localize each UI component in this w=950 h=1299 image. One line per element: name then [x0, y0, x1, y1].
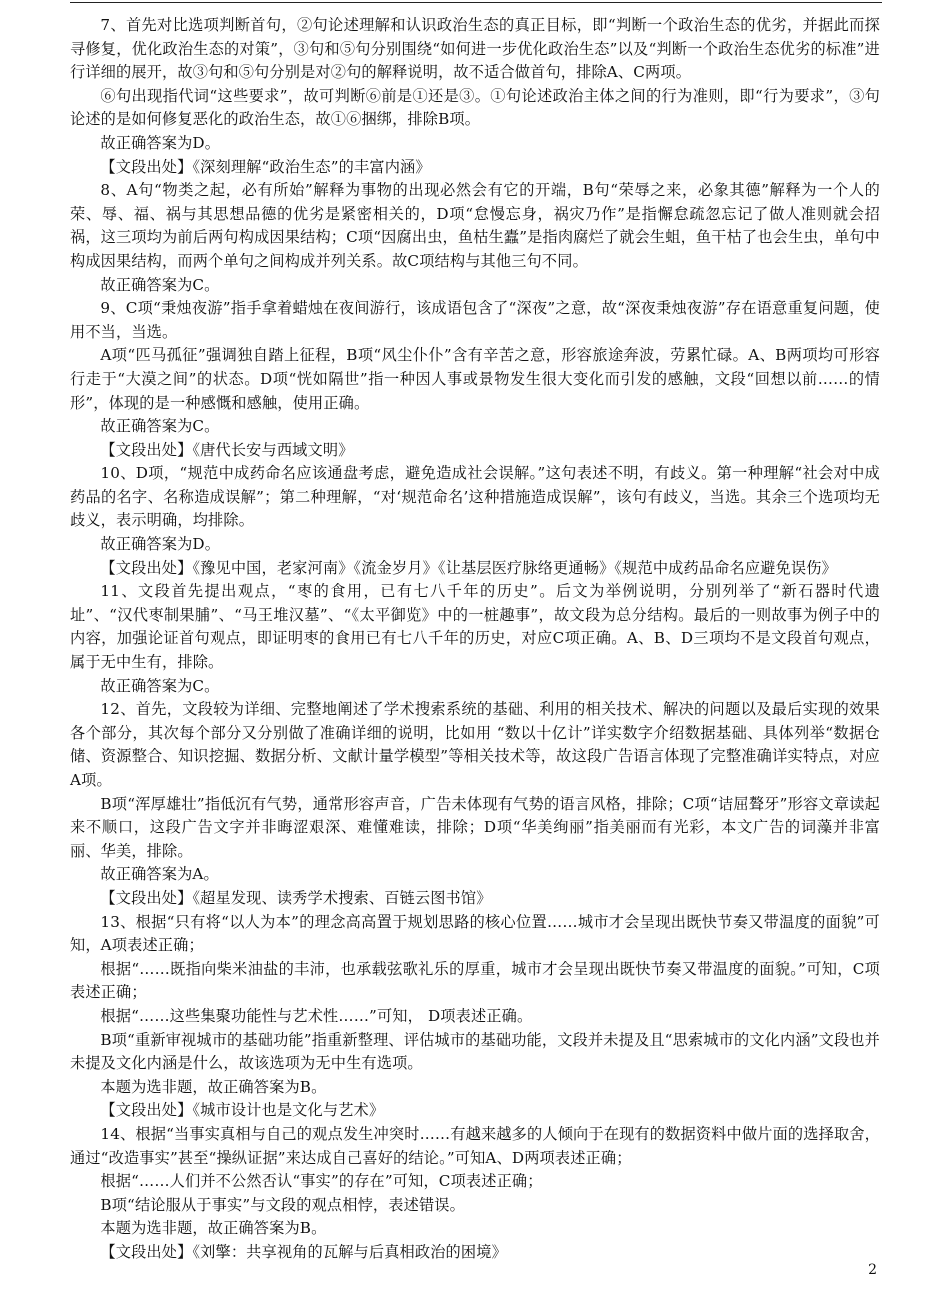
paragraph-q12-source: 【文段出处】《超星发现、读秀学术搜索、百链云图书馆》 — [100, 888, 492, 907]
paragraph-q8-answer: 故正确答案为C。 — [100, 275, 220, 294]
paragraph-q14-option-b: B项“结论服从于事实”与文段的观点相悖，表述错误。 — [100, 1195, 465, 1214]
paragraph-q7-intro: 7、首先对比选项判断首句，②句论述理解和认识政治生态的真正目标，即“判断一个政治生态的优劣，并据此而探寻修复，优化政治生态的对策”，③句和⑤句分别围绕“如何进一步优化政治生态”以及“判断一个政治生态优劣的标准”进行详细的展开，故③句和⑤句分别是对②句的解释说明，故不适合做首句，排除A、C两项。 — [70, 16, 880, 82]
paragraph-q13-option-c: 根据“……既指向柴米油盐的丰沛，也承载弦歌礼乐的厚重，城市才会呈现出既快节奏又带温度的面貌。”可知，C项表述正确； — [70, 959, 880, 1002]
paragraph-q9-answer: 故正确答案为C。 — [100, 417, 220, 436]
paragraph-q14-option-a-d: 14、根据“当事实真相与自己的观点发生冲突时……有越来越多的人倾向于在现有的数据资料中做片面的选择取舍，通过“改造事实”甚至“操纵证据”来达成自己喜好的结论。”可知A、D两项表述正确； — [70, 1124, 880, 1167]
paragraph-q9-other-options: A项“匹马孤征”强调独自踏上征程，B项“风尘仆仆”含有辛苦之意，形容旅途奔波，劳累忙碌。A、B两项均可形容行走于“大漠之间”的状态。D项“恍如隔世”指一种因人事或景物发生很大变化而引发的感触，文段“回想以前……的情形”，体现的是一种感慨和感触，使用正确。 — [70, 346, 880, 412]
paragraph-q11-analysis: 11、文段首先提出观点，“枣的食用，已有七八千年的历史”。后文为举例说明，分别列举了“新石器时代遗址”、“汉代枣制果脯”、“马王堆汉墓”、“《太平御览》中的一桩趣事”，故文段为总分结构。最后的一则故事为例子中的内容，加强论证首句观点，即证明枣的食用已有七八千年的历史，对应C项正确。A、B、D三项均不是文段首句观点，属于无中生有，排除。 — [70, 582, 880, 672]
paragraph-q13-option-b: B项“重新审视城市的基础功能”指重新整理、评估城市的基础功能，文段并未提及且“思索城市的文化内涵”文段也并未提及文化内涵是什么，故该选项为无中生有选项。 — [70, 1030, 880, 1073]
paragraph-q12-answer: 故正确答案为A。 — [100, 865, 219, 884]
paragraph-q14-option-c: 根据“……人们并不公然否认“事实”的存在”可知，C项表述正确； — [100, 1172, 543, 1191]
paragraph-q13-option-d: 根据“……这些集聚功能性与艺术性……”可知， D项表述正确。 — [100, 1006, 533, 1025]
header-rule — [70, 2, 882, 3]
paragraph-q8-analysis: 8、A句“物类之起，必有所始”解释为事物的出现必然会有它的开端，B句“荣辱之来，必象其德”解释为一个人的荣、辱、福、祸与其思想品德的优劣是紧密相关的，D项“怠慢忘身，祸灾乃作”是指懈怠疏忽忘记了做人准则就会招祸，这三项均为前后两句构成因果结构；C项“因腐出虫，鱼枯生蠹”是指肉腐烂了就会生蛆，鱼干枯了也会生虫，单句中构成因果结构，而两个单句之间构成并列关系。故C项结构与其他三句不同。 — [70, 181, 880, 270]
paragraph-q7-answer: 故正确答案为D。 — [100, 133, 221, 152]
paragraph-q11-answer: 故正确答案为C。 — [100, 676, 220, 695]
paragraph-q10-analysis: 10、D项，“规范中成药命名应该通盘考虑，避免造成社会误解。”这句表述不明，有歧义。第一种理解“社会对中成药品的名字、名称造成误解”；第二种理解，“对‘规范命名’这种措施造成误解”，该句有歧义，当选。其余三个选项均无歧义，表示明确，均排除。 — [70, 464, 880, 530]
paragraph-q12-analysis: 12、首先，文段较为详细、完整地阐述了学术搜索系统的基础、利用的相关技术、解决的问题以及最后实现的效果各个部分，其次每个部分又分别做了准确详细的说明，比如用 “数以十亿计”详实数字介绍数据基础、具体列举“数据仓储、资源整合、知识挖掘、数据分析、文献计量学模型”等相关技术等，故这段广告语言体现了完整准确详实特点，对应A项。 — [70, 700, 880, 789]
paragraph-q13-answer: 本题为选非题，故正确答案为B。 — [100, 1077, 327, 1096]
paragraph-q13-option-a: 13、根据“只有将“以人为本”的理念高高置于规划思路的核心位置……城市才会呈现出既快节奏又带温度的面貌”可知，A项表述正确； — [70, 912, 880, 955]
paragraph-q10-source: 【文段出处】《豫见中国，老家河南》《流金岁月》《让基层医疗脉络更通畅》《规范中成药品命名应避免误伤》 — [100, 558, 837, 577]
paragraph-q14-source: 【文段出处】《刘擎：共享视角的瓦解与后真相政治的困境》 — [100, 1242, 507, 1261]
page-number: 2 — [868, 1262, 877, 1278]
paragraph-q10-answer: 故正确答案为D。 — [100, 535, 221, 554]
answer-explanations — [70, 14, 880, 1264]
paragraph-q9-analysis: 9、C项“秉烛夜游”指手拿着蜡烛在夜间游行，该成语包含了“深夜”之意，故“深夜秉烛夜游”存在语意重复问题，使用不当，当选。 — [70, 299, 880, 341]
paragraph-q14-answer: 本题为选非题，故正确答案为B。 — [100, 1219, 327, 1238]
paragraph-q7-analysis: ⑥句出现指代词“这些要求”，故可判断⑥前是①还是③。①句论述政治主体之间的行为准则，即“行为要求”，③句论述的是如何修复恶化的政治生态，故①⑥捆绑，排除B项。 — [70, 86, 880, 129]
paragraph-q7-source: 【文段出处】《深刻理解“政治生态”的丰富内涵》 — [100, 157, 431, 176]
paragraph-q12-other-options: B项“浑厚雄壮”指低沉有气势，通常形容声音，广告未体现有气势的语言风格，排除；C项“诘屈聱牙”形容文章读起来不顺口，这段广告文字并非晦涩艰深、难懂难读，排除；D项“华美绚丽”指美丽而有光彩，本文广告的词藻并非富丽、华美，排除。 — [70, 794, 880, 860]
paragraph-q9-source: 【文段出处】《唐代长安与西域文明》 — [100, 440, 354, 459]
paragraph-q13-source: 【文段出处】《城市设计也是文化与艺术》 — [100, 1101, 385, 1120]
